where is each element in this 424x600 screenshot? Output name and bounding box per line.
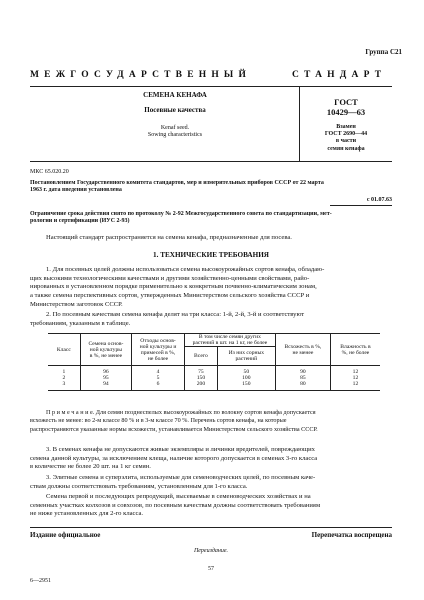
banner-right: СТАНДАРТ: [292, 70, 387, 80]
limitation-line-2: рологии и сертификации (ИУС 2-93): [30, 218, 130, 225]
paragraph-2-line: 2. По посевным качествам семена кенафа делят на три класса: 1-й, 2-й, 3-й и соответствуют: [46, 311, 305, 318]
cell-germination: 90: [275, 366, 330, 376]
paragraph-5-line: не ниже установленных для 2-го класса.: [30, 510, 144, 518]
col-header-moisture-line: Влажность в: [340, 343, 371, 350]
col-header-other-line: Отходы основ-: [140, 337, 176, 344]
table-row: [48, 366, 380, 376]
col-header-total: Всего: [185, 347, 218, 366]
english-title-2: Sowing characteristics: [147, 131, 203, 138]
cell-moisture: 12: [330, 366, 380, 376]
paragraph-1-line: щих высокими технологическими качествами и другими хозяйственно-ценными свойствами, райо-: [30, 274, 310, 282]
cell-weed: 50: [217, 366, 275, 376]
requirements-table: [48, 333, 380, 391]
paragraph-1-line: 1. Для посевных целей должны использоваться семена высокоурожайных сортов кенафа, обладаю-: [46, 266, 325, 273]
decree: [30, 180, 392, 194]
paragraph-1-line: нированных в установленном порядке применительно к конкретным почвенно-климатическим зонам,: [30, 283, 317, 291]
col-header-main: [80, 334, 131, 366]
paragraph-4-line: ствам должны соответствовать требованиям, установленным для 1-го класса.: [30, 482, 248, 490]
cell-total: 150: [185, 375, 218, 381]
print-code: 6—2951: [30, 578, 51, 584]
note-line: всхожесть не менее: во 2-м классе 80 % и в 3-м классе 70 %. Перечень сортов кенафа, на которые: [30, 417, 287, 425]
group-label: Группа С21: [365, 48, 402, 56]
paragraph-5: [30, 493, 392, 519]
col-header-seeds: [185, 334, 276, 347]
cell-main: 94: [80, 381, 131, 391]
decree-line-1: Постановлением Государственного комитета стандартов, мер и измерительных приборов СССР от 22 марта: [30, 180, 324, 186]
col-header-germination: [275, 334, 330, 366]
cell-moisture: 12: [330, 375, 380, 381]
gost-label: ГОСТ: [334, 97, 358, 107]
footer-rule: [30, 527, 392, 528]
mks-code: МКС 65.020.20: [30, 169, 69, 175]
col-header-seeds-line: В том числе семян других: [198, 334, 261, 340]
official-edition: Издание официальное: [30, 531, 101, 539]
paragraph-4: [30, 474, 392, 491]
paragraph-4-line: 3. Элитные семена и суперэлита, используемые для семеноводческих целей, по посевным каче-: [46, 474, 316, 481]
cell-other: 4: [132, 366, 185, 376]
limitation-line-1: Ограничение срока действия снято по протоколу № 2-92 Межгосударственного совета по стандартизации, мет-: [30, 211, 332, 217]
reprint-prohibited: Перепечатка воспрещена: [311, 531, 392, 539]
cell-other: 6: [132, 381, 185, 391]
note-line: П р и м е ч а н и е. Для семян позднеспелых высокоурожайных по волокну сортов кенафа допускается: [46, 409, 316, 416]
paragraph-1-line: а также семена перспективных сортов, утвержденных Министерством сельского хозяйства СССР и: [30, 292, 310, 300]
header-rule: [30, 86, 392, 87]
paragraph-5-line: Семена первой и последующих репродукций, высеваемые в семеноводческих хозяйствах и на: [46, 493, 311, 500]
paragraph-3-line: в количестве не более 20 шт. на 1 кг семян.: [30, 463, 151, 471]
col-header-weed-line: Из них сорных: [228, 350, 265, 356]
cell-moisture: 12: [330, 381, 380, 391]
replace-part-1: в части: [335, 138, 357, 145]
col-header-other-line: ной культуры и: [139, 343, 177, 350]
replace-label: Взамен: [336, 124, 356, 130]
cell-germination: 80: [275, 381, 330, 391]
col-header-weed: [217, 347, 275, 366]
col-header-class: Класс: [48, 334, 80, 366]
limitation: [30, 211, 392, 225]
table-row: [48, 381, 380, 391]
cell-weed: 100: [217, 375, 275, 381]
cell-germination: 85: [275, 375, 330, 381]
cell-total: 75: [185, 366, 218, 376]
col-header-moisture-line: %, не более: [341, 349, 370, 356]
col-header-main-line: Семена основ-: [88, 340, 124, 347]
paragraph-3-line: семена данной культуры, за исключением клеща, наличие которого допускается в семенах 3-го класса: [30, 454, 318, 462]
note-line: распространяются указанные нормы всхожести, устанавливается Министерством сельского хозяйства СССР.: [30, 425, 318, 433]
cell-total: 200: [185, 381, 218, 391]
title-block: [100, 91, 250, 139]
cell-main: 95: [80, 375, 131, 381]
gost-block: [300, 98, 392, 153]
reissue-label: Переиздание.: [193, 548, 229, 554]
replace-number: ГОСТ 2690—44: [324, 131, 368, 138]
paragraph-2: [30, 311, 392, 328]
title-rule: [30, 161, 392, 162]
cell-class: 1: [62, 369, 66, 375]
col-header-other-line: примесей в %,: [140, 349, 176, 356]
col-header-main-line: ной культуры: [89, 346, 123, 353]
date-rule: [330, 205, 392, 206]
cell-main: 96: [80, 366, 131, 376]
section-title: 1. ТЕХНИЧЕСКИЕ ТРЕБОВАНИЯ: [153, 251, 269, 259]
page-number: 57: [208, 566, 214, 572]
col-header-other-line: не более: [147, 355, 169, 362]
paragraph-3-line: 3. В семенах кенафа не допускаются живые экземпляры и личинки вредителей, повреждающих: [46, 446, 315, 453]
gost-number: 10429—63: [326, 107, 366, 117]
paragraph-3: [30, 446, 392, 472]
col-header-main-line: в %, не менее: [89, 352, 123, 359]
paragraph-5-line: семенных участках колхозов и совхозов, по посевным качествам должны соответствовать требованиям: [30, 501, 321, 509]
col-header-germination-line: Всхожесть в %,: [284, 343, 322, 350]
standard-subtitle: Посевные качества: [144, 106, 206, 115]
intro-text: Настоящий стандарт распространяется на семена кенафа, предназначенные для посева.: [46, 234, 292, 241]
paragraph-1-line: Министерством заготовок СССР.: [30, 300, 123, 308]
col-header-other: [132, 334, 185, 366]
paragraph-1: [30, 266, 392, 310]
col-header-weed-line: растений: [235, 356, 258, 362]
standard-title: СЕМЕНА КЕНАФА: [143, 91, 207, 99]
banner-left: МЕЖГОСУДАРСТВЕННЫЙ: [30, 70, 252, 80]
cell-class: 3: [48, 381, 80, 391]
decree-line-2: 1963 г. дата введения установлена: [30, 187, 122, 194]
cell-other: 5: [132, 375, 185, 381]
col-header-seeds-line: растений в шт. на 1 кг, не более: [192, 340, 268, 346]
col-header-germination-line: не менее: [292, 349, 314, 356]
english-title-1: Kenaf seed.: [160, 124, 190, 131]
cell-weed: 150: [217, 381, 275, 391]
col-header-moisture: [330, 334, 380, 366]
paragraph-2-line: требованиям, указанным в таблице.: [30, 319, 131, 327]
effective-date: с 01.07.63: [366, 197, 392, 203]
table-note: [30, 409, 392, 434]
replace-part-2: семян кенафа: [327, 145, 365, 152]
cell-class: 2: [62, 375, 66, 381]
